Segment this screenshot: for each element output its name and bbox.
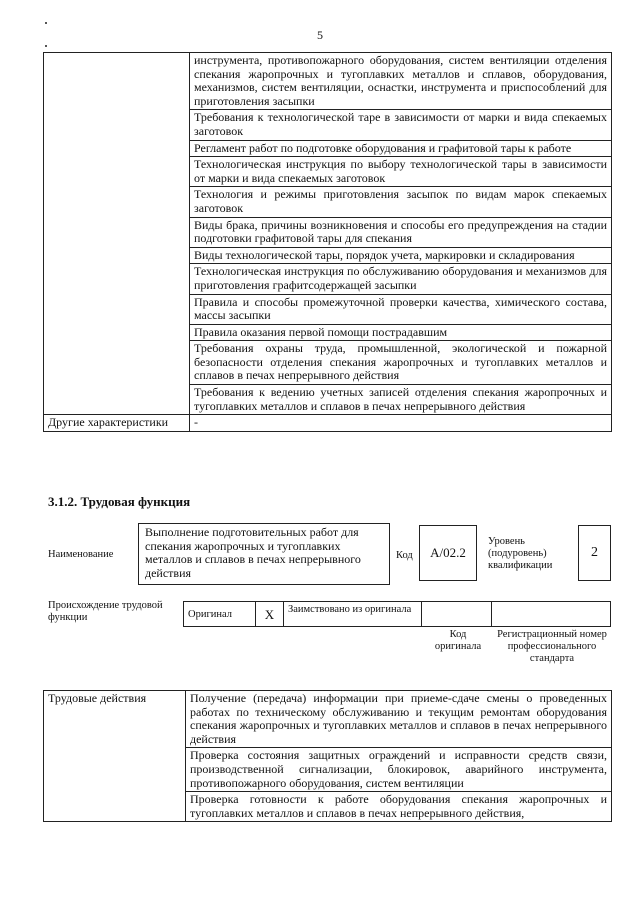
original-cell	[184, 602, 256, 626]
table-row	[44, 140, 612, 157]
scan-speck	[45, 45, 47, 47]
borrowed-label: Заимствовано из оригинала	[284, 602, 422, 626]
table-row	[44, 247, 612, 264]
row-text: Получение (передача) информации при приеме-сдаче смены о проведенных работах по техническому обслуживанию и текущим ремонтам оборудования спекания жаропрочных и тугоплавких металлов и сплавов в печах непрерывного действия	[186, 691, 612, 748]
function-name-box: Выполнение подготовительных работ для спекания жаропрочных и тугоплавких металлов и сплавов в печах непрерывного действия	[138, 523, 390, 585]
row-text: Правила и способы промежуточной проверки качества, химического состава, массы засыпки	[190, 294, 612, 324]
row-text: Технологическая инструкция по выбору технологической тары в зависимости от марки и вида спекаемых заготовок	[190, 157, 612, 187]
row-label	[44, 110, 190, 140]
original-code-cell	[422, 602, 492, 626]
table-row	[44, 187, 612, 217]
table-row	[44, 385, 612, 415]
name-label: Наименование	[48, 549, 114, 560]
labor-actions-table	[43, 690, 612, 822]
row-label	[44, 264, 190, 294]
row-text: Технологическая инструкция по обслуживанию оборудования и механизмов для приготовления графитсодержащей засыпки	[190, 264, 612, 294]
row-label	[44, 53, 190, 110]
origin-row	[183, 601, 611, 627]
row-text: Требования к технологической таре в зависимости от марки и вида спекаемых заготовок	[190, 110, 612, 140]
origin-label: Происхождение трудовой функции	[48, 600, 163, 623]
row-label	[44, 157, 190, 187]
table-row	[44, 110, 612, 140]
row-label: Трудовые действия	[44, 691, 186, 822]
row-label	[44, 247, 190, 264]
table-row	[44, 217, 612, 247]
row-label: Другие характеристики	[44, 415, 190, 432]
table-row	[44, 415, 612, 432]
row-label	[44, 385, 190, 415]
row-text: Технология и режимы приготовления засыпок по видам марок спекаемых заготовок	[190, 187, 612, 217]
table-row	[44, 53, 612, 110]
row-text: Виды технологической тары, порядок учета, маркировки и складирования	[190, 247, 612, 264]
row-text: Виды брака, причины возникновения и способы его предупреждения на стадии подготовки графитовой тары для спекания	[190, 217, 612, 247]
table-row	[44, 294, 612, 324]
knowledge-table	[43, 52, 612, 432]
table-row	[44, 324, 612, 341]
registration-caption: Регистрационный номер профессионального стандарта	[497, 629, 607, 664]
original-label: Оригинал	[188, 608, 232, 620]
code-label: Код	[396, 550, 413, 561]
row-text: Проверка состояния защитных ограждений и исправности средств связи, производственной сигнализации, блокировок, аварийного инструмента, противопожарного оборудования, систем вентиляции	[186, 748, 612, 792]
registration-number-cell	[492, 602, 610, 626]
row-label	[44, 217, 190, 247]
row-text: -	[190, 415, 612, 432]
row-text: Регламент работ по подготовке оборудования и графитовой тары к работе	[190, 140, 612, 157]
table-row	[44, 691, 612, 748]
row-label	[44, 341, 190, 385]
row-label	[44, 187, 190, 217]
original-mark: X	[256, 602, 284, 626]
function-code-box: А/02.2	[419, 525, 477, 581]
table-row	[44, 341, 612, 385]
section-title: 3.1.2. Трудовая функция	[48, 494, 191, 509]
row-label	[44, 324, 190, 341]
level-value-box: 2	[578, 525, 611, 581]
code-caption: Код оригинала	[434, 629, 482, 652]
table-row	[44, 264, 612, 294]
row-text: Проверка готовности к работе оборудования спекания жаропрочных и тугоплавких металлов и сплавов в печах непрерывного действия,	[186, 792, 612, 822]
page-number: 5	[317, 28, 323, 42]
table-row	[44, 157, 612, 187]
row-label	[44, 294, 190, 324]
row-text: Требования к ведению учетных записей отделения спекания жаропрочных и тугоплавких металлов и сплавов в печах непрерывного действия	[190, 385, 612, 415]
scan-speck	[45, 22, 47, 24]
row-text: Правила оказания первой помощи пострадавшим	[190, 324, 612, 341]
row-text: инструмента, противопожарного оборудования, систем вентиляции отделения спекания жаропрочных и тугоплавких металлов и сплавов, оборудования, механизмов, систем вентиляции, оснастки, инструмента и приспособлений для приготовления засыпки	[190, 53, 612, 110]
level-label: Уровень (подуровень) квалификации	[488, 536, 553, 571]
row-text: Требования охраны труда, промышленной, экологической и пожарной безопасности отделения спекания жаропрочных и тугоплавких металлов и сплавов в печах непрерывного действия	[190, 341, 612, 385]
row-label	[44, 140, 190, 157]
